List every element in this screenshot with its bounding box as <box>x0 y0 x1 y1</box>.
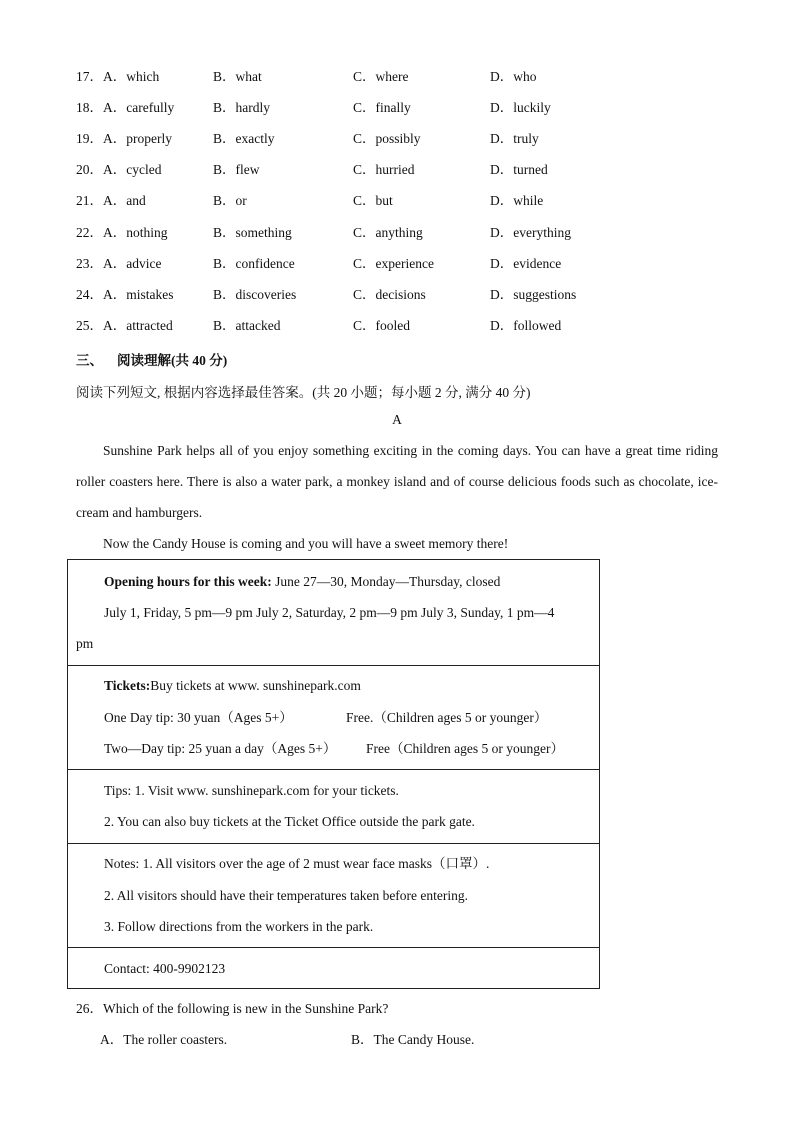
paragraph-1-text: Sunshine Park helps all of you enjoy something exciting in the coming days. You can have a great time riding roller coasters here. There is also a water park, a monkey island and of course delicious foods such as chocolate, ice-cream and hamburgers. <box>76 443 718 520</box>
one-day-price: One Day tip: 30 yuan（Ages 5+） <box>104 710 293 725</box>
hours-line-3: pm <box>76 636 94 651</box>
option-d[interactable]: D．while <box>490 193 544 209</box>
option-d[interactable]: D．suggestions <box>490 286 577 302</box>
option-a[interactable]: A．carefully <box>103 100 175 116</box>
option-b[interactable]: B．what <box>213 69 262 84</box>
tickets-line-1 <box>104 678 361 694</box>
option-a[interactable]: A．properly <box>103 131 172 147</box>
option-b[interactable]: B．hardly <box>213 100 270 116</box>
one-day-free: Free.（Children ages 5 or younger） <box>346 710 548 725</box>
question-number: 21． <box>76 193 103 209</box>
tickets-text: Buy tickets at www. sunshinepark.com <box>150 678 361 693</box>
option-a[interactable]: A．cycled <box>103 162 162 178</box>
option-d[interactable]: D．everything <box>490 224 571 240</box>
tips-line-2: 2. You can also buy tickets at the Ticket Office outside the park gate. <box>104 814 475 829</box>
question-number: 22． <box>76 224 103 240</box>
question-number: 25． <box>76 317 103 333</box>
option-b[interactable]: B．exactly <box>213 131 275 147</box>
option-c[interactable]: C．finally <box>353 100 411 116</box>
question-26-option-a[interactable]: A．The roller coasters. <box>100 1032 228 1047</box>
tips-cell <box>68 769 599 843</box>
question-number: 20． <box>76 162 103 178</box>
option-b[interactable]: B．flew <box>213 162 260 178</box>
hours-label: Opening hours for this week: <box>104 574 272 589</box>
section-number: 三、 <box>76 353 103 368</box>
passage-paragraph-2: Now the Candy House is coming and you will have a sweet memory there! <box>103 536 509 551</box>
option-c[interactable]: C．possibly <box>353 131 421 147</box>
notes-line-2: 2. All visitors should have their temperatures taken before entering. <box>104 888 469 903</box>
option-c[interactable]: C．but <box>353 193 393 209</box>
question-number: 24． <box>76 286 103 302</box>
two-day-free: Free（Children ages 5 or younger） <box>366 741 564 756</box>
option-c[interactable]: C．experience <box>353 255 434 271</box>
option-c[interactable]: C．hurried <box>353 162 415 178</box>
hours-cell <box>68 560 599 665</box>
option-d[interactable]: D．luckily <box>490 100 551 116</box>
option-d[interactable]: D．turned <box>490 162 548 178</box>
hours-line-2: July 1, Friday, 5 pm—9 pm July 2, Saturday, 2 pm—9 pm July 3, Sunday, 1 pm—4 <box>104 605 555 620</box>
contact-line: Contact: 400-9902123 <box>104 961 226 976</box>
tickets-cell <box>68 665 599 769</box>
option-d[interactable]: D．evidence <box>490 255 562 271</box>
option-b[interactable]: B．something <box>213 224 292 240</box>
option-c[interactable]: C．decisions <box>353 286 426 302</box>
question-number: 19． <box>76 131 103 147</box>
option-d[interactable]: D．followed <box>490 317 562 333</box>
option-d[interactable]: D．who <box>490 69 537 84</box>
hours-text: June 27—30, Monday—Thursday, closed <box>271 574 501 589</box>
option-b[interactable]: B．discoveries <box>213 286 297 302</box>
option-a[interactable]: A．advice <box>103 255 162 271</box>
option-b[interactable]: B．or <box>213 193 247 209</box>
contact-cell <box>68 947 599 990</box>
option-c[interactable]: C．anything <box>353 224 423 240</box>
option-c[interactable]: C．fooled <box>353 317 410 333</box>
notes-cell <box>68 843 599 947</box>
question-number: 17． <box>76 69 103 84</box>
option-a[interactable]: A．mistakes <box>103 286 174 302</box>
tickets-label: Tickets: <box>104 678 151 693</box>
option-d[interactable]: D．truly <box>490 131 539 147</box>
section-title: 阅读理解(共 40 分) <box>117 353 228 368</box>
passage-paragraph-1 <box>76 435 718 528</box>
option-a[interactable]: A．attracted <box>103 317 173 333</box>
question-26-option-b[interactable]: B．The Candy House. <box>351 1032 475 1047</box>
option-b[interactable]: B．attacked <box>213 317 281 333</box>
hours-line-1 <box>104 574 500 590</box>
tips-line-1: Tips: 1. Visit www. sunshinepark.com for your tickets. <box>104 783 399 798</box>
question-number: 23． <box>76 255 103 271</box>
two-day-price: Two—Day tip: 25 yuan a day（Ages 5+） <box>104 741 337 756</box>
notes-line-3: 3. Follow directions from the workers in the park. <box>104 919 374 934</box>
question-number: 18． <box>76 100 103 116</box>
info-table <box>67 559 600 989</box>
option-a[interactable]: A．which <box>103 69 160 84</box>
option-a[interactable]: A．and <box>103 193 146 209</box>
option-a[interactable]: A．nothing <box>103 224 168 240</box>
notes-line-1: Notes: 1. All visitors over the age of 2 must wear face masks（口罩）. <box>104 856 490 871</box>
question-26: 26．Which of the following is new in the Sunshine Park? <box>76 1001 389 1016</box>
passage-letter: A <box>392 412 402 427</box>
option-c[interactable]: C．where <box>353 69 409 84</box>
section-heading <box>76 349 227 369</box>
section-instructions: 阅读下列短文, 根据内容选择最佳答案。(共 20 小题；每小题 2 分, 满分 40 分) <box>76 385 531 400</box>
option-b[interactable]: B．confidence <box>213 255 295 271</box>
